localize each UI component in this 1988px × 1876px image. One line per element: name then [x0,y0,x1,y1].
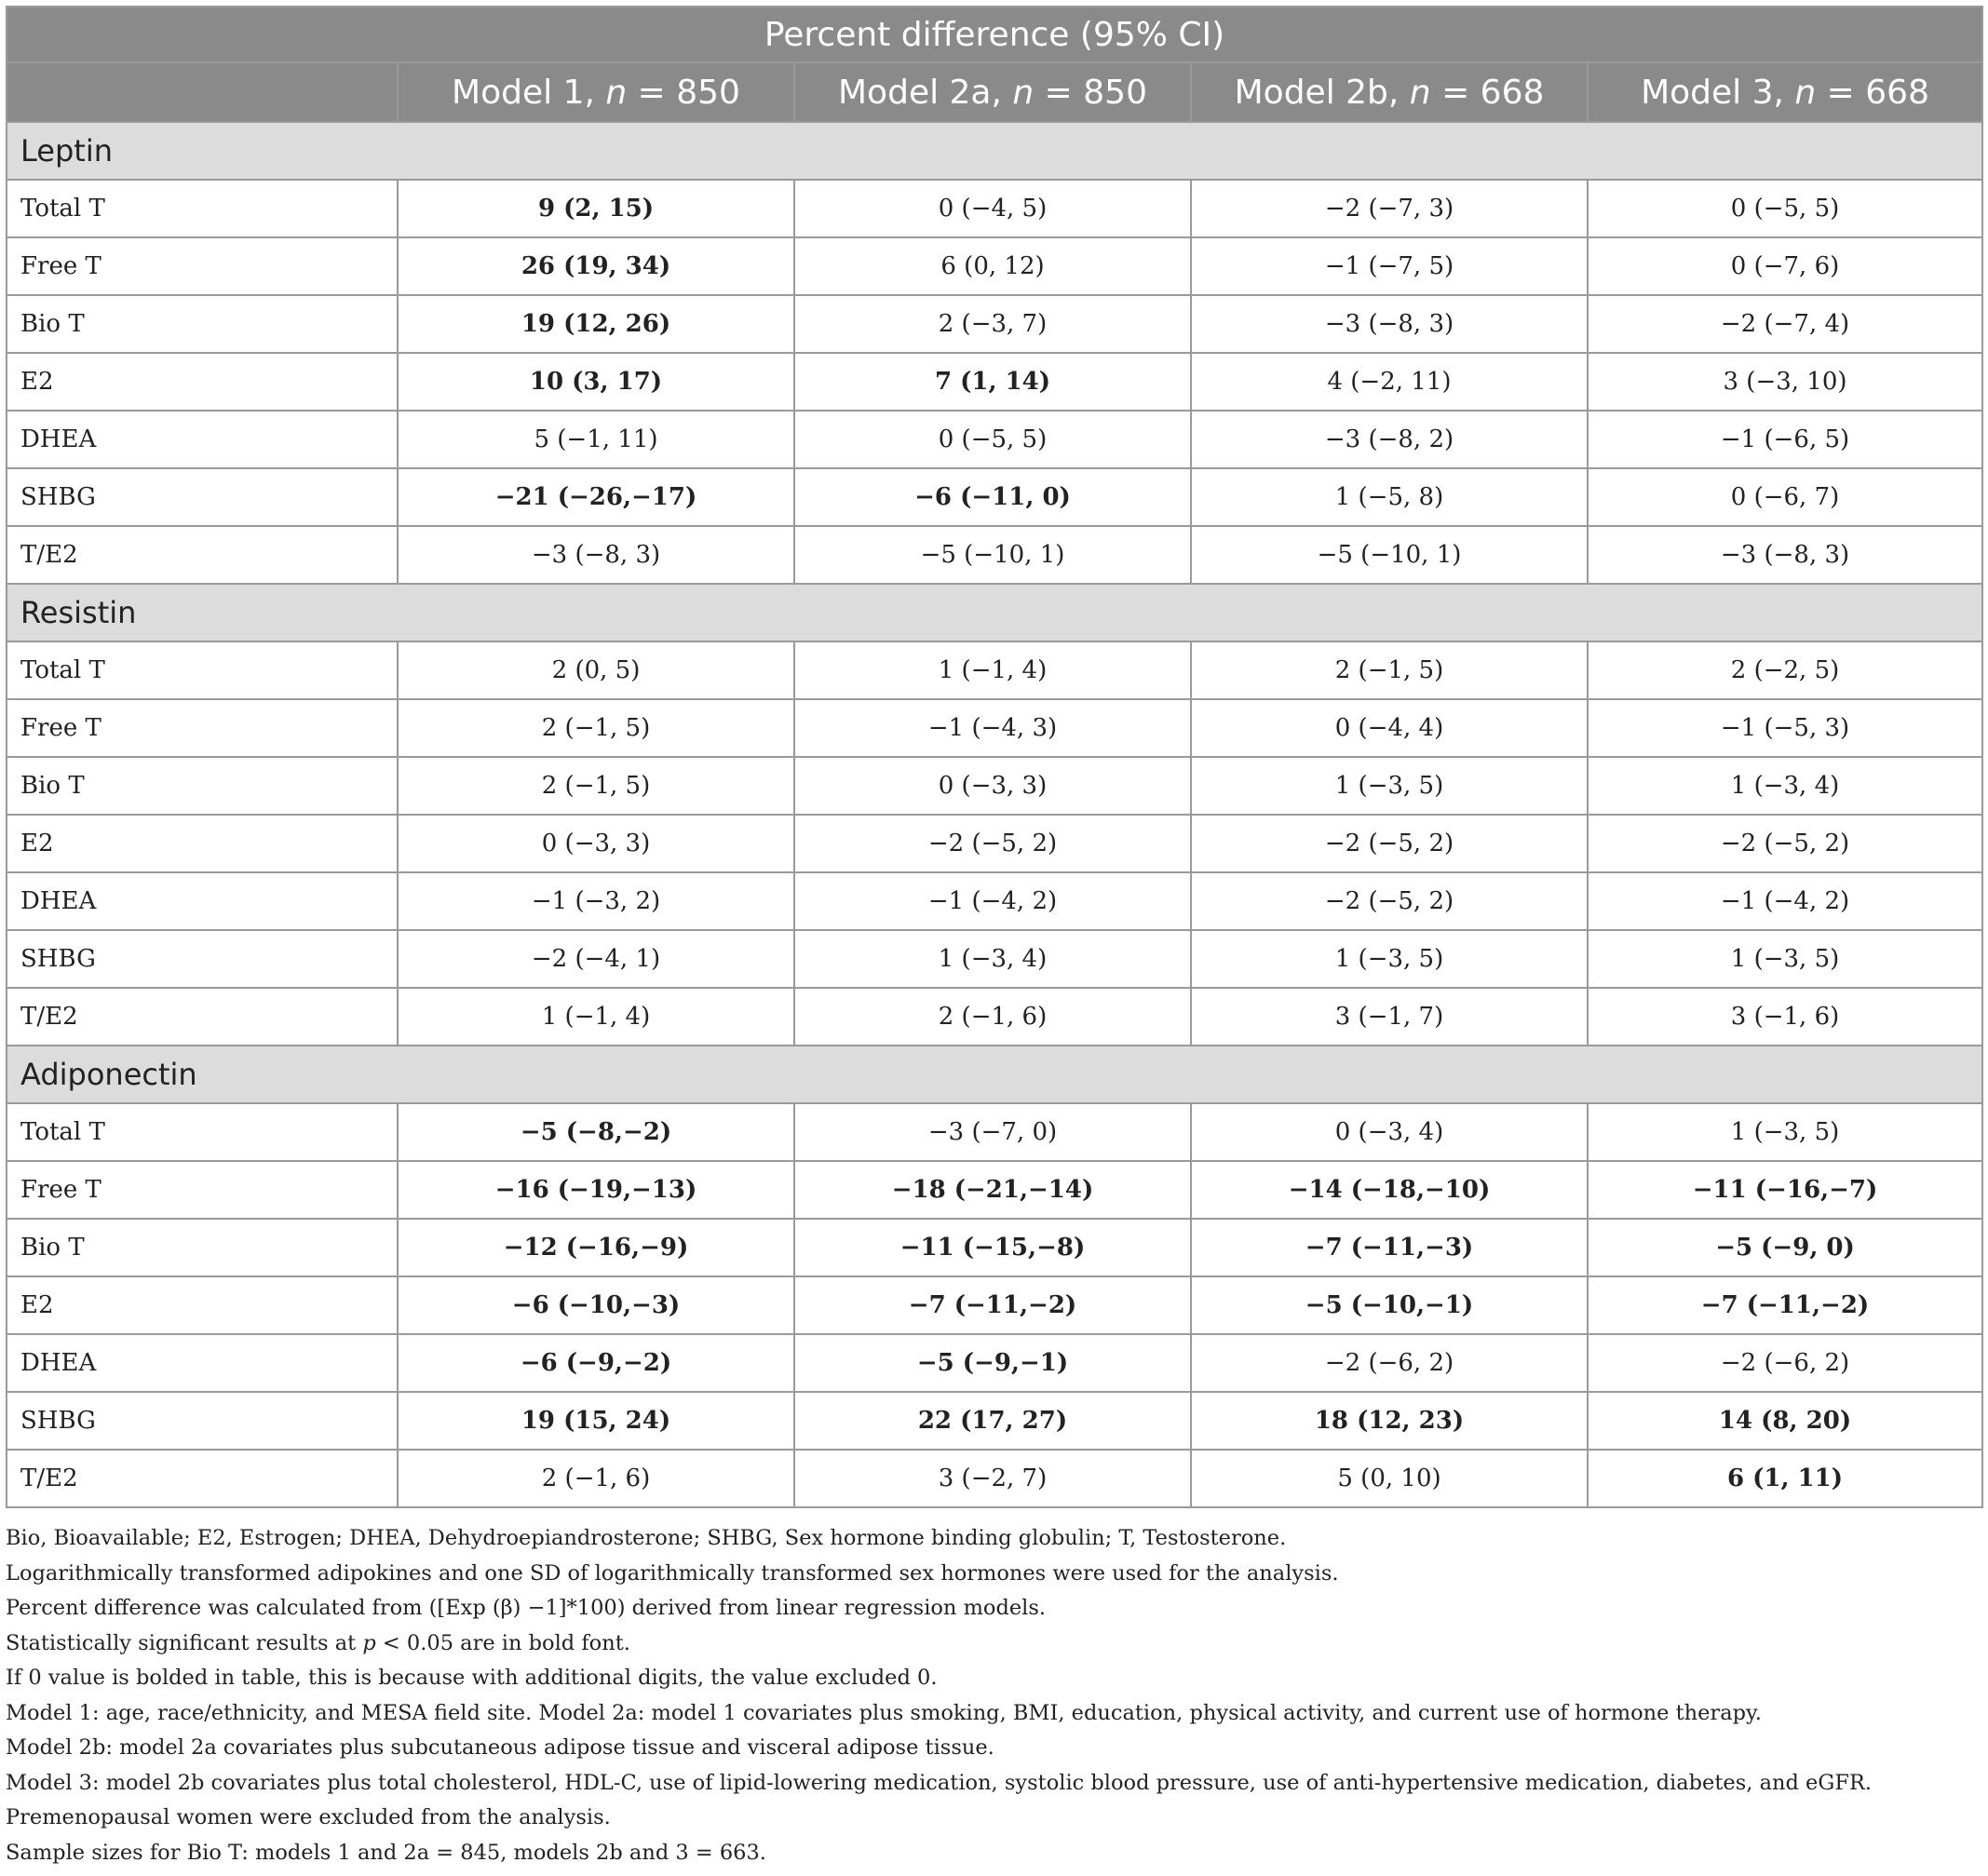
table-row [7,1334,1982,1392]
table-cell: 3 (−2, 7) [794,1450,1191,1507]
row-label: Bio T [7,1219,398,1276]
table-cell: 19 (15, 24) [398,1392,794,1450]
table-cell: 0 (−3, 3) [794,757,1191,815]
footnote-model-3: Model 3: model 2b covariates plus total cholesterol, HDL-C, use of lipid-lowering medication, systolic blood pressure, use of anti-hypertensive medication, diabetes, and eGFR. Premenopausal women were excluded from the analysis. [6,1770,1873,1829]
table-cell: 1 (−3, 4) [794,930,1191,988]
table-cell: 2 (−1, 6) [398,1450,794,1507]
table-cell: −1 (−4, 3) [794,699,1191,757]
table-cell: 6 (1, 11) [1588,1450,1982,1507]
table-cell: −6 (−10,−3) [398,1276,794,1334]
table-cell: −12 (−16,−9) [398,1219,794,1276]
table-cell: 2 (−3, 7) [794,295,1191,353]
row-label: SHBG [7,930,398,988]
table-row [7,641,1982,699]
table-cell: −2 (−6, 2) [1191,1334,1588,1392]
table-row [7,872,1982,930]
row-label: Total T [7,1103,398,1161]
table-cell: 3 (−3, 10) [1588,353,1982,411]
row-label: E2 [7,353,398,411]
table-row [7,1103,1982,1161]
section-row-resistin [7,584,1982,641]
table-cell: 7 (1, 14) [794,353,1191,411]
table-cell: −3 (−8, 3) [398,526,794,584]
table-cell: −6 (−11, 0) [794,468,1191,526]
section-row-leptin [7,122,1982,180]
table-cell: −14 (−18,−10) [1191,1161,1588,1219]
table-cell: 26 (19, 34) [398,237,794,295]
table-cell: −2 (−7, 3) [1191,180,1588,237]
row-label: Free T [7,1161,398,1219]
table-row [7,1276,1982,1334]
section-row-adiponectin [7,1046,1982,1103]
table-cell: −2 (−5, 2) [1191,815,1588,872]
table-body [7,122,1982,1507]
table-cell: −3 (−8, 2) [1191,411,1588,468]
table-row [7,353,1982,411]
footnote-model-2b: Model 2b: model 2a covariates plus subcutaneous adipose tissue and visceral adipose tissue. [6,1735,994,1760]
row-label: Total T [7,641,398,699]
table-cell: 22 (17, 27) [794,1392,1191,1450]
table-cell: −3 (−7, 0) [794,1103,1191,1161]
column-header-model-2a: Model 2a, n = 850 [794,62,1191,122]
table-cell: 1 (−3, 5) [1588,930,1982,988]
table-row [7,988,1982,1046]
table-cell: −11 (−15,−8) [794,1219,1191,1276]
table-cell: 5 (0, 10) [1191,1450,1588,1507]
table-row [7,1392,1982,1450]
row-label: T/E2 [7,526,398,584]
table-row [7,757,1982,815]
table-cell: 0 (−3, 4) [1191,1103,1588,1161]
table-row [7,815,1982,872]
table-cell: 2 (−1, 5) [1191,641,1588,699]
table-cell: −7 (−11,−3) [1191,1219,1588,1276]
table-cell: −2 (−5, 2) [1191,872,1588,930]
table-cell: −1 (−4, 2) [794,872,1191,930]
table-cell: −1 (−6, 5) [1588,411,1982,468]
footnote-significance: Statistically significant results at p < 0.05 are in bold font. [6,1630,630,1655]
table-row [7,1450,1982,1507]
table-cell: −3 (−8, 3) [1191,295,1588,353]
table-title: Percent difference (95% CI) [7,7,1982,62]
table-cell: −3 (−8, 3) [1588,526,1982,584]
table-cell: −6 (−9,−2) [398,1334,794,1392]
table-cell: 0 (−6, 7) [1588,468,1982,526]
column-header-row [7,62,1982,122]
table-cell: −5 (−9,−1) [794,1334,1191,1392]
table-cell: 6 (0, 12) [794,237,1191,295]
table-cell: 0 (−5, 5) [1588,180,1982,237]
table-cell: 0 (−3, 3) [398,815,794,872]
table-row [7,411,1982,468]
row-label: SHBG [7,468,398,526]
table-cell: −7 (−11,−2) [1588,1276,1982,1334]
table-cell: 1 (−3, 5) [1191,930,1588,988]
table-cell: 0 (−4, 5) [794,180,1191,237]
table-row [7,180,1982,237]
footnote-transform: Logarithmically transformed adipokines and one SD of logarithmically transformed sex hormones were used for the analysis. [6,1560,1339,1586]
table-cell: −1 (−7, 5) [1191,237,1588,295]
table-row [7,468,1982,526]
table-cell: −5 (−9, 0) [1588,1219,1982,1276]
table-cell: 18 (12, 23) [1191,1392,1588,1450]
column-header-model-2b: Model 2b, n = 668 [1191,62,1588,122]
table-cell: 4 (−2, 11) [1191,353,1588,411]
table-cell: −7 (−11,−2) [794,1276,1191,1334]
table-cell: −1 (−3, 2) [398,872,794,930]
table-cell: −1 (−5, 3) [1588,699,1982,757]
table-cell: 2 (−1, 6) [794,988,1191,1046]
row-label: Free T [7,237,398,295]
table-row [7,526,1982,584]
row-label: DHEA [7,411,398,468]
table-cell: 10 (3, 17) [398,353,794,411]
table-cell: 3 (−1, 6) [1588,988,1982,1046]
column-header-model-3: Model 3, n = 668 [1588,62,1982,122]
table-cell: 2 (−1, 5) [398,757,794,815]
table-cell: 1 (−5, 8) [1191,468,1588,526]
table-row [7,1161,1982,1219]
table-cell: 2 (−1, 5) [398,699,794,757]
table-cell: −2 (−5, 2) [1588,815,1982,872]
table-cell: −5 (−8,−2) [398,1103,794,1161]
row-label: Free T [7,699,398,757]
table-cell: −5 (−10, 1) [794,526,1191,584]
table-cell: −2 (−7, 4) [1588,295,1982,353]
row-label: Total T [7,180,398,237]
table-row [7,1219,1982,1276]
row-label: Bio T [7,295,398,353]
table-cell: 1 (−3, 5) [1588,1103,1982,1161]
table-cell: −5 (−10,−1) [1191,1276,1588,1334]
table-cell: 1 (−3, 4) [1588,757,1982,815]
row-label: DHEA [7,1334,398,1392]
footnote-sample-sizes: Sample sizes for Bio T: models 1 and 2a = 845, models 2b and 3 = 663. [6,1840,766,1865]
row-label: T/E2 [7,988,398,1046]
table-cell: −1 (−4, 2) [1588,872,1982,930]
section-heading: Resistin [7,584,1982,641]
table-cell: 0 (−7, 6) [1588,237,1982,295]
table-cell: 3 (−1, 7) [1191,988,1588,1046]
footnote-zero: If 0 value is bolded in table, this is because with additional digits, the value excluded 0. [6,1666,938,1690]
table-cell: 0 (−4, 4) [1191,699,1588,757]
table-cell: −16 (−19,−13) [398,1161,794,1219]
table-row [7,237,1982,295]
table-cell: 14 (8, 20) [1588,1392,1982,1450]
table-cell: −5 (−10, 1) [1191,526,1588,584]
row-label: E2 [7,1276,398,1334]
table-cell: 1 (−1, 4) [794,641,1191,699]
table-cell: −11 (−16,−7) [1588,1161,1982,1219]
footnote-model-1-2a: Model 1: age, race/ethnicity, and MESA field site. Model 2a: model 1 covariates plus smoking, BMI, education, physical activity, and current use of hormone therapy. [6,1700,1762,1725]
results-table [6,6,1983,1508]
table-cell: −2 (−6, 2) [1588,1334,1982,1392]
table-cell: −18 (−21,−14) [794,1161,1191,1219]
footnote-percent: Percent difference was calculated from ([Exp (β) −1]*100) derived from linear regression models. [6,1596,1047,1620]
table-cell: 1 (−1, 4) [398,988,794,1046]
row-label: Bio T [7,757,398,815]
table-row [7,295,1982,353]
table-cell: 2 (−2, 5) [1588,641,1982,699]
table-row [7,699,1982,757]
row-label: SHBG [7,1392,398,1450]
footnote-abbreviations: Bio, Bioavailable; E2, Estrogen; DHEA, Dehydroepiandrosterone; SHBG, Sex hormone binding globulin; T, Testosterone. [6,1526,1287,1550]
table-cell: −21 (−26,−17) [398,468,794,526]
table-cell: 19 (12, 26) [398,295,794,353]
table-row [7,930,1982,988]
section-heading: Adiponectin [7,1046,1982,1103]
column-header-model-1: Model 1, n = 850 [398,62,794,122]
table-cell: 9 (2, 15) [398,180,794,237]
table-cell: −2 (−5, 2) [794,815,1191,872]
table-cell: −2 (−4, 1) [398,930,794,988]
row-label: E2 [7,815,398,872]
section-heading: Leptin [7,122,1982,180]
table-cell: 5 (−1, 11) [398,411,794,468]
row-label: T/E2 [7,1450,398,1507]
table-container [6,6,1981,1870]
table-cell: 2 (0, 5) [398,641,794,699]
footnotes [6,1521,1981,1870]
table-cell: 0 (−5, 5) [794,411,1191,468]
row-label: DHEA [7,872,398,930]
column-header-empty [7,62,398,122]
table-title-row [7,7,1982,62]
table-cell: 1 (−3, 5) [1191,757,1588,815]
